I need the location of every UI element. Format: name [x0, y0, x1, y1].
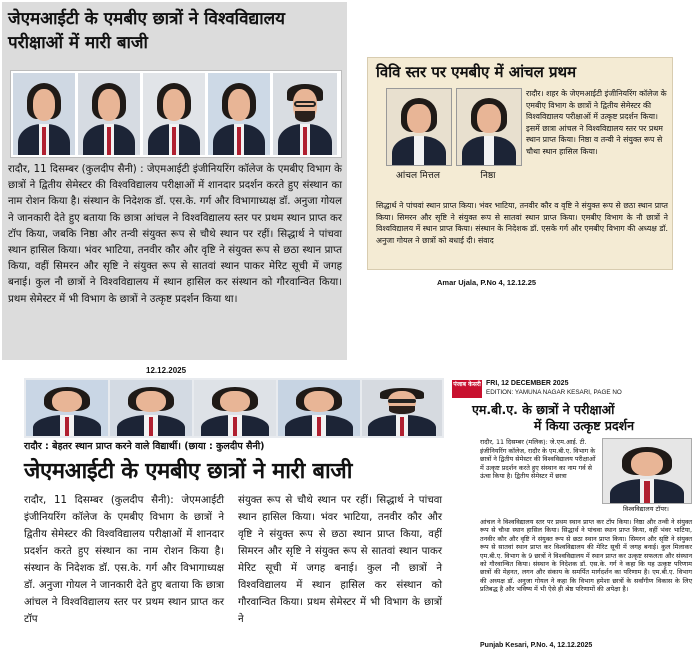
clip4-dateline: FRI, 12 DECEMBER 2025 — [486, 380, 569, 387]
clip2-bottom-text: सिद्धार्थ ने पांचवां स्थान प्राप्त किया। भंवर भाटिया, तनवीर कौर व वृष्टि ने संयुक्त रूप से छठा स्थान प्राप्त किया। सिमरन और सृष्टि ने संयुक्त रूप से सातवां स्थान प्राप्त किया। एमबीए विभाग के नौ छात्रों ने विश्वविद्यालय में स्थान प्राप्त किया। संस्थान के निदेशक डॉ. एसके गर्ग और एमबीए विभाग की अध्यक्ष डॉ. अनुजा गोयल ने छात्रों को बधाई दी। संवाद — [376, 201, 668, 245]
clip3-col2: संयुक्त रूप से चौथे स्थान पर रहीं। सिद्धार्थ ने पांचवा स्थान हासिल किया। भंवर भाटिया, तनवीर कौर और वृष्टि ने संयुक्त रूप से छठा स्थान प्राप्त किया, वहीं सिमरन और सृष्टि ने संयुक्त रूप से सातवां स्थान पाकर मेरिट सूची में जगह बनाई। कुल नौ छात्रों ने विश्वविद्यालय में स्थान हासिल कर संस्थान को गौरवान्वित किया। प्रथम सेमेस्टर में भी विभाग के छात्रों ने — [238, 495, 442, 625]
student-photo — [278, 380, 360, 436]
clip2-caption-1: आंचल मित्तल — [396, 171, 440, 181]
topper-photo — [602, 438, 692, 504]
clip4-body: आंचल ने विश्वविद्यालय स्तर पर प्रथम स्थान प्राप्त कर टॉप किया। निष्ठा और तन्वी ने संयुक्त रूप से चौथा स्थान हासिल किया। सिद्धार्थ ने पांचवा स्थान प्राप्त किया, वहीं भंवर भाटिया, तनवीर कौर और वृष्टि ने संयुक्त रूप से छठा स्थान प्राप्त किया। सिमरन और सृष्टि ने संयुक्त रूप से सातवां स्थान प्राप्त कर विश्वविद्यालय की मेरिट सूची में जगह बनाई। कुल मिलाकर एम.बी.ए. विभाग के 9 छात्रों ने विश्वविद्यालय में स्थान प्राप्त कर उत्कृष्ट सफलता और संस्थान को गौरवान्वित किया। संस्थान के निदेशक डॉ. एस.के. गर्ग ने कहा कि यह उत्कृष्ट परिणाम छात्रों की मेहनत, लगन और संकाय के समर्पित मार्गदर्शन का परिणाम है। एम.बी.ए. विभाग की अध्यक्ष डॉ. अनुजा गोयल ने कहा कि विभाग हमेशा छात्रों के सर्वांगीण विकास के लिए प्रतिबद्ध है और भविष्य में भी ऐसे ही श्रेष्ठ परिणामों की अपेक्षा है। — [480, 518, 692, 594]
student-photo — [208, 73, 270, 155]
punjab-kesari-logo — [452, 380, 482, 398]
clipping-jmit-mba-baji — [2, 378, 446, 656]
student-photo — [456, 88, 522, 166]
student-photo — [194, 380, 276, 436]
clip2-caption-2: निष्ठा — [480, 171, 496, 181]
clipping-jmit-mba-univ — [2, 2, 347, 360]
student-photo — [362, 380, 442, 436]
clip2-source: Amar Ujala, P.No 4, 12.12.25 — [437, 278, 537, 287]
clip1-headline-line1: जेएमआईटी के एमबीए छात्रों ने विश्वविद्यालय — [8, 9, 286, 29]
student-photo — [26, 380, 108, 436]
student-photo — [13, 73, 75, 155]
clip1-photo-strip — [10, 70, 342, 158]
clipping-punjab-kesari — [452, 380, 696, 656]
clip3-photo-strip — [24, 378, 444, 438]
clipping-amar-ujala — [367, 57, 673, 270]
clip4-headline-line1: एम.बी.ए. के छात्रों ने परीक्षाओं — [472, 402, 615, 417]
clip1-date: 12.12.2025 — [146, 366, 187, 375]
student-photo — [273, 73, 337, 155]
clip4-photo-caption: विश्वविद्यालय टॉपर। — [623, 505, 669, 513]
clip3-col1: रादौर, 11 दिसम्बर (कुलदीप सैनी): जेएमआईटी इंजीनियरिंग कॉलेज के एमबीए विभाग के छात्रों ने द्वितीय सेमेस्टर की विश्वविद्यालय परीक्षाओं में शानदार प्रदर्शन करते हुए संस्थान का नाम रोशन किया है। संस्थान के निदेशक डॉ. एस.के. गर्ग और विभागाध्यक्ष डॉ. अनुजा गोयल ने जानकारी देते हुए बताया कि छात्रा आंचल ने विश्वविद्यालय स्तर पर प्रथम स्थान प्राप्त कर टॉप — [24, 495, 224, 625]
clip2-side-text: रादौर। शहर के जेएमआईटी इंजीनियरिंग कॉलेज के एमबीए विभाग के छात्रों ने द्वितीय सेमेस्टर की विश्वविद्यालय परीक्षाओं में उत्कृष्ट प्रदर्शन किया। इसमें छात्रा आंचल ने विश्वविद्यालय स्तर पर प्रथम स्थान प्राप्त किया। निष्ठा व तन्वी ने संयुक्त रूप से चौथा स्थान हासिल किया। — [526, 89, 667, 156]
clip3-photo-caption: रादौर : बेहतर स्थान प्राप्त करने वाले विद्यार्थी। (छाया : कुलदीप सैनी) — [24, 441, 265, 452]
clip4-headline-line2: में किया उत्कृष्ट प्रदर्शन — [533, 418, 635, 433]
student-photo — [143, 73, 205, 155]
clip3-headline: जेएमआईटी के एमबीए छात्रों ने मारी बाजी — [24, 459, 353, 484]
clip4-source: Punjab Kesari, P.No. 4, 12.12.2025 — [480, 642, 593, 649]
student-photo — [78, 73, 140, 155]
student-photo — [110, 380, 192, 436]
clip4-intro: रादौर, 11 दिसम्बर (मलिक): जे.एम.आई. टी. इंजीनियरिंग कॉलेज, रादौर के एम.बी.ए. विभाग के छात्रों ने द्वितीय सेमेस्टर की विश्वविद्यालय परीक्षाओं में उत्कृष्ट प्रदर्शन करते हुए संस्थान का नाम गर्व से ऊंचा किया है। द्वितीय सेमेस्टर में छात्रा — [480, 438, 596, 481]
topper-photo — [386, 88, 452, 166]
logo-text: पंजाब केसरी — [453, 381, 481, 388]
clip1-headline-line2: परीक्षाओं में मारी बाजी — [8, 33, 148, 53]
clip4-edition: EDITION: YAMUNA NAGAR KESARI, PAGE NO — [486, 389, 622, 396]
clip1-body: रादौर, 11 दिसम्बर (कुलदीप सैनी) : जेएमआईटी इंजीनियरिंग कॉलेज के एमबीए विभाग के छात्रों ने द्वितीय सेमेस्टर की विश्वविद्यालय परीक्षाओं में शानदार प्रदर्शन करते हुए संस्थान का नाम रोशन किया है। संस्थान के निदेशक डॉ. एस.के. गर्ग और विभागाध्यक्ष डॉ. अनुजा गोयल ने जानकारी देते हुए बताया कि छात्रा आंचल ने विश्वविद्यालय स्तर पर प्रथम स्थान प्राप्त कर टॉप किया, जबकि निष्ठा और तन्वी संयुक्त रूप से चौथे स्थान पर रहीं। सिद्धार्थ ने पांचवा स्थान हासिल किया। भंवर भाटिया, तनवीर कौर और वृष्टि ने संयुक्त रूप से छठा स्थान प्राप्त किया, वहीं सिमरन और सृष्टि ने संयुक्त रूप से सातवां स्थान पाकर मेरिट सूची में जगह बनाई। कुल नौ छात्रों ने विश्वविद्यालय में स्थान हासिल कर संस्थान को गौरवान्वित किया। प्रथम सेमेस्टर में भी विभाग के छात्रों ने उत्कृष्ट प्रदर्शन किया था। — [8, 164, 342, 305]
clip2-headline: विवि स्तर पर एमबीए में आंचल प्रथम — [376, 63, 577, 81]
